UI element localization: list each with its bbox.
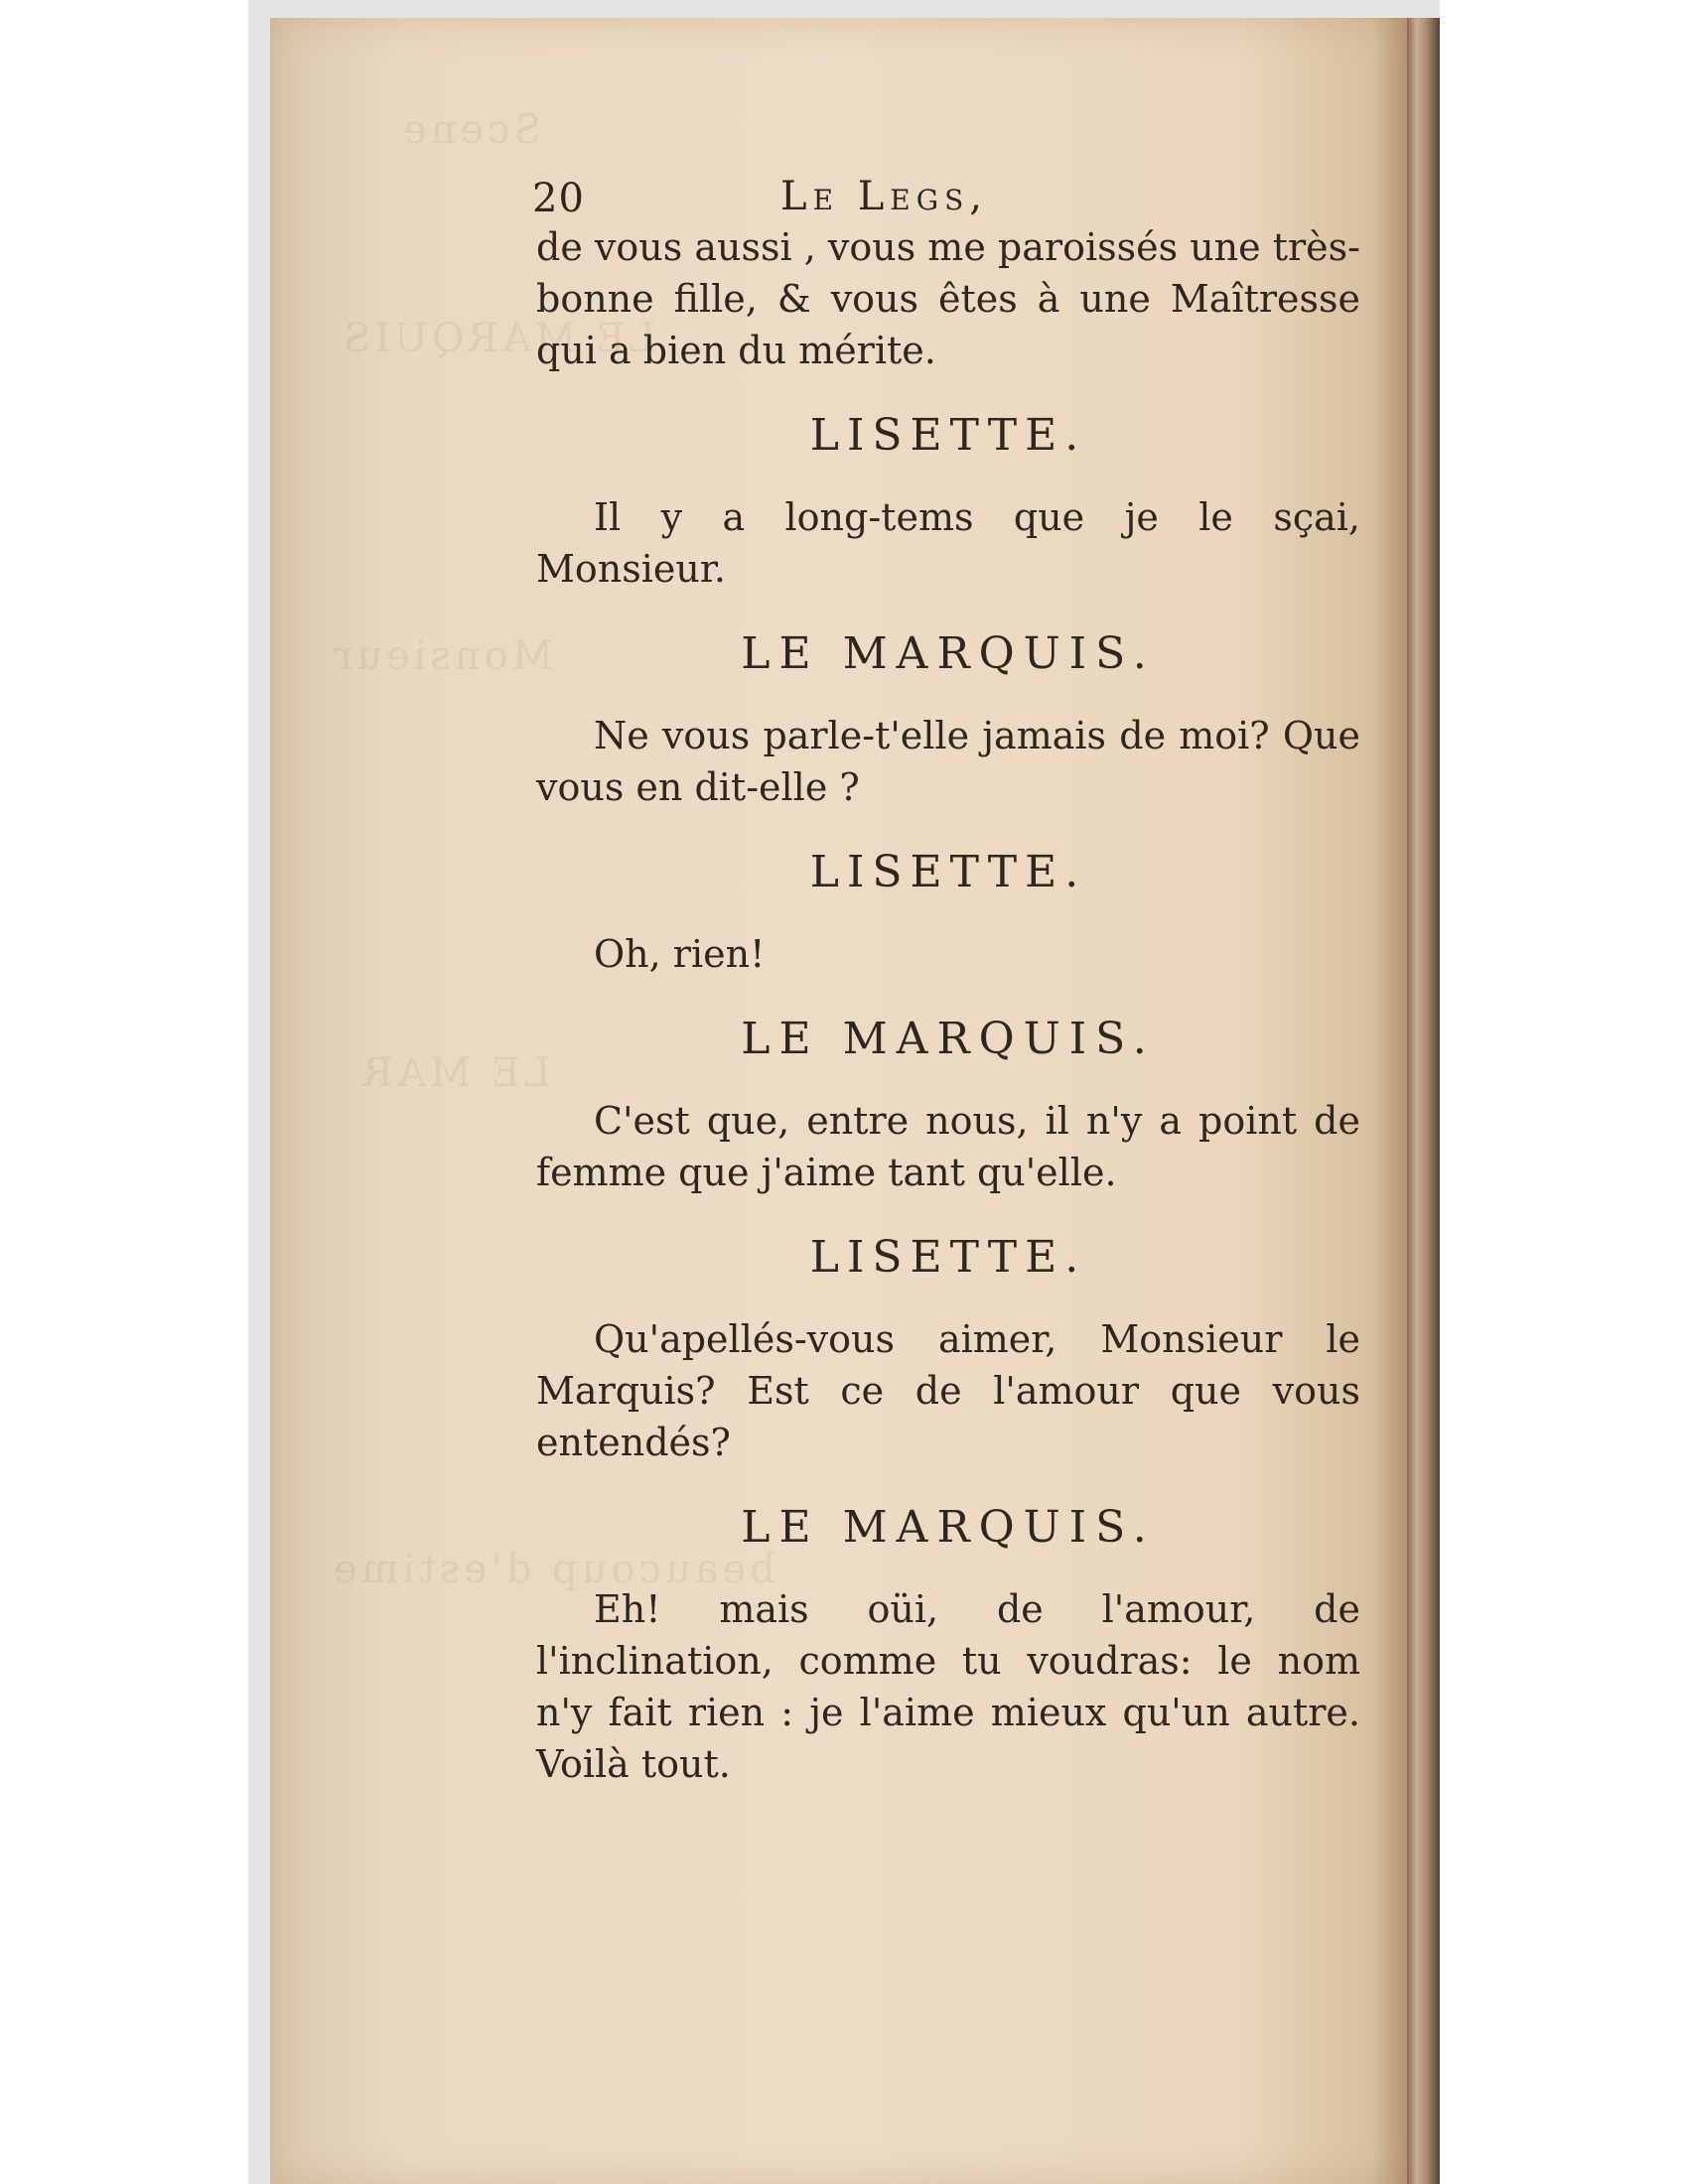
show-through-text: Scene LE MARQUIS Monsieur LE MAR beaucoup d'estime bbox=[330, 107, 775, 1592]
running-title: Le Legs, bbox=[780, 174, 988, 219]
speaker-lisette: LISETTE. bbox=[809, 1232, 1087, 1283]
speech-marquis: C'est que, entre nous, il n'y a point de femme que j'aime tant qu'elle. bbox=[536, 1099, 1360, 1194]
speaker-marquis: LE MARQUIS. bbox=[741, 1502, 1156, 1553]
page-number: 20 bbox=[532, 176, 585, 221]
speech-continuation: de vous aussi , vous me paroissés une très-bonne fille, & vous êtes à une Maîtresse qui a bien du mérite. bbox=[536, 225, 1360, 372]
speech-marquis: Ne vous parle-t'elle jamais de moi? Que vous en dit-elle ? bbox=[536, 714, 1360, 809]
speech-lisette: Il y a long-tems que je le sçai, Monsieur. bbox=[536, 495, 1360, 591]
speaker-marquis: LE MARQUIS. bbox=[741, 1014, 1156, 1064]
speech-lisette: Oh, rien! bbox=[594, 932, 766, 976]
page-header bbox=[532, 174, 1360, 221]
speech-lisette: Qu'apellés-vous aimer, Monsieur le Marquis? Est ce de l'amour que vous entendés? bbox=[536, 1317, 1360, 1464]
speaker-lisette: LISETTE. bbox=[809, 410, 1087, 461]
page-text bbox=[532, 174, 1360, 1790]
speech-marquis: Eh! mais oüi, de l'amour, de l'inclination, comme tu voudras: le nom n'y fait rien : je l'aime mieux qu'un autre. Voilà tout. bbox=[536, 1587, 1360, 1786]
book-spine-edge bbox=[1407, 18, 1440, 2184]
speaker-lisette: LISETTE. bbox=[809, 847, 1087, 897]
speaker-marquis: LE MARQUIS. bbox=[741, 628, 1156, 679]
